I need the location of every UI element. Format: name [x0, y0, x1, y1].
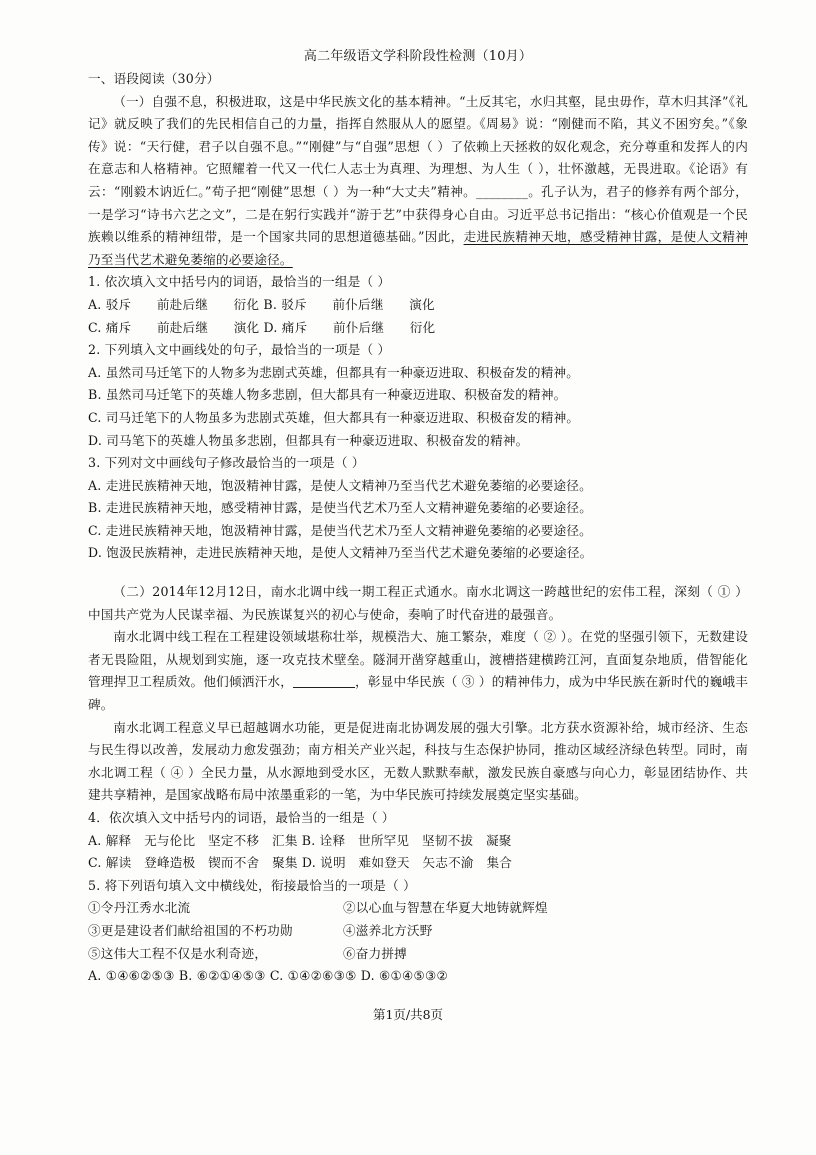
- fill-blank-line: [293, 673, 355, 688]
- question-2-option: D. 司马笔下的英雄人物虽多悲剧，但都具有一种豪迈进取、积极奋发的精神。: [88, 432, 529, 448]
- question-3-option: C. 走进民族精神天地，饱汲精神甘露，是使当代艺术乃至人文精神避免萎缩的必要途径。: [88, 522, 592, 538]
- question-3: 3. 下列对文中画线句子修改最恰当的一项是（ ）: [88, 455, 365, 471]
- question-1: 1. 依次填入文中括号内的词语，最恰当的一组是（ ）: [88, 274, 391, 290]
- question-5-item: ③更是建设者们献给祖国的不朽功勋: [88, 922, 293, 938]
- question-1-option: C. 痛斥 前赴后继 演化 D. 痛斥 前仆后继 衍化: [88, 319, 436, 335]
- page-footer: 第1页/共8页: [372, 1007, 444, 1022]
- question-3-option: D. 饱汲民族精神，走进民族精神天地，是使人文精神乃至当代艺术避免萎缩的必要途径。: [88, 545, 593, 561]
- passage-2-para-2-before: 南水北调中线工程在工程建设领域堪称壮举，规模浩大、施工繁杂，难度（ ② ）。在党的坚强引领下，无数建设者无畏险阻，从规划到实施，逐一攻克技术壁垒。隧洞开凿穿越重山，渡槽搭建横跨江河，直面复杂地质，借智能化管理捍卫工程质效。他们倾洒汗水，: [88, 629, 748, 690]
- question-5: 5. 将下列语句填入文中横线处，衔接最恰当的一项是（ ）: [88, 877, 416, 893]
- passage-2-para-2-after: ，彰显中华民族（ ③ ）的精神伟力，成为中华民族在新时代的巍峨丰碑。: [88, 674, 748, 713]
- passage-2-para-3: 南水北调工程意义早已超越调水功能，更是促进南北协调发展的强大引擎。北方获水资源补给，城市经济、生态与民生得以改善，发展动力愈发强劲；南方相关产业兴起，科技与生态保护协同，推动区域经济绿色转型。同时，南水北调工程（ ④ ）全民力量，从水源地到受水区，无数人默默奉献，激发民族自豪感与向心力，彰显团结协作、共建共享精神，是国家战略布局中浓墨重彩的一笔，为中华民族可持续发展奠定坚实基础。: [88, 719, 748, 803]
- question-5-item: ①令丹江秀水北流: [88, 900, 191, 916]
- underlined-sentence: 走进民族精神天地，感受精神甘露，是使人文精神乃至当代艺术避免萎缩的必要途径。: [88, 229, 748, 267]
- question-2-option: A. 虽然司马迁笔下的人物多为悲剧式英雄，但都具有一种豪迈进取、积极奋发的精神。: [88, 364, 580, 380]
- passage-1: [88, 91, 748, 272]
- question-2-option: B. 虽然司马迁笔下的英雄人物多悲剧，但大都具有一种豪迈进取、积极奋发的精神。: [88, 387, 567, 403]
- question-5-items: [88, 897, 748, 965]
- question-4-option: A. 解释 无与伦比 坚定不移 汇集 B. 诠释 世所罕见 坚韧不拔 凝聚: [88, 832, 512, 848]
- section-1-heading: 一、语段阅读（30分）: [88, 71, 220, 86]
- passage-1-text: （一）自强不息，积极进取，这是中华民族文化的基本精神。“土反其宅，水归其壑，昆虫毋作，草木归其泽”《礼记》就反映了我们的先民相信自己的力量，指挥自然服从人的愿望。《周易》说：“刚健而不陷，其义不困穷矣。”《象传》说：“天行健，君子以自强不息。”“刚健”与“自强”思想（ ）了依赖上天拯救的奴化观念，充分尊重和发挥人的内在意志和人格精神。它照耀着一代又一代仁人志士为真理、为理想、为人生（ ），壮怀激越，无畏进取。《论语》有云：“刚毅木讷近仁。”荀子把“刚健”思想（ ）为一种“大丈夫”精神。________。孔子认为，君子的修养有两个部分，一是学习“诗书六艺之文”，二是在躬行实践并“游于艺”中获得身心自由。习近平总书记指出：“核心价值观是一个民族赖以维系的精神纽带，是一个国家共同的思想道德基础。”因此，: [88, 93, 748, 245]
- question-4: 4．依次填入文中括号内的词语，最恰当的一组是（ ）: [88, 810, 395, 825]
- exam-title: 高二年级语文学科阶段性检测（10月）: [303, 49, 533, 64]
- question-4-option: C. 解读 登峰造极 锲而不舍 聚集 D. 说明 难如登天 矢志不渝 集合: [88, 855, 513, 871]
- passage-2-para-2: [88, 626, 748, 716]
- question-5-item: ④滋养北方沃野: [343, 922, 433, 938]
- question-5-options: A. ①④⑥②⑤③ B. ⑥②①④⑤③ C. ①④②⑥③⑤ D. ⑥①④⑤③②: [88, 968, 448, 984]
- question-5-item: ⑤这伟大工程不仅是水利奇迹，: [88, 945, 268, 961]
- question-1-option: A. 驳斥 前赴后继 衍化 B. 驳斥 前仆后继 演化: [88, 296, 435, 312]
- question-3-option: A. 走进民族精神天地，饱汲精神甘露，是使人文精神乃至当代艺术避免萎缩的必要途径。: [88, 477, 592, 493]
- question-3-option: B. 走进民族精神天地，感受精神甘露，是使当代艺术乃至人文精神避免萎缩的必要途径。: [88, 500, 593, 516]
- question-5-item: ②以心血与智慧在华夏大地铸就辉煌: [343, 900, 548, 916]
- question-2: 2. 下列填入文中画线处的句子，最恰当的一项是（ ）: [88, 342, 391, 358]
- exam-page: [88, 46, 748, 988]
- question-5-item: ⑥奋力拼搏: [343, 945, 407, 961]
- section-2: [88, 581, 748, 988]
- passage-2-para-1: （二）2014年12月12日，南水北调中线一期工程正式通水。南水北调这一跨越世纪的宏伟工程，深刻（ ① ）中国共产党为人民谋幸福、为民族谋复兴的初心与使命，奏响了时代奋进的最强音。: [88, 584, 748, 622]
- question-2-option: C. 司马迁笔下的人物虽多为悲剧式英雄，但大都具有一种豪迈进取、积极奋发的精神。: [88, 409, 580, 425]
- section-1: [88, 68, 748, 565]
